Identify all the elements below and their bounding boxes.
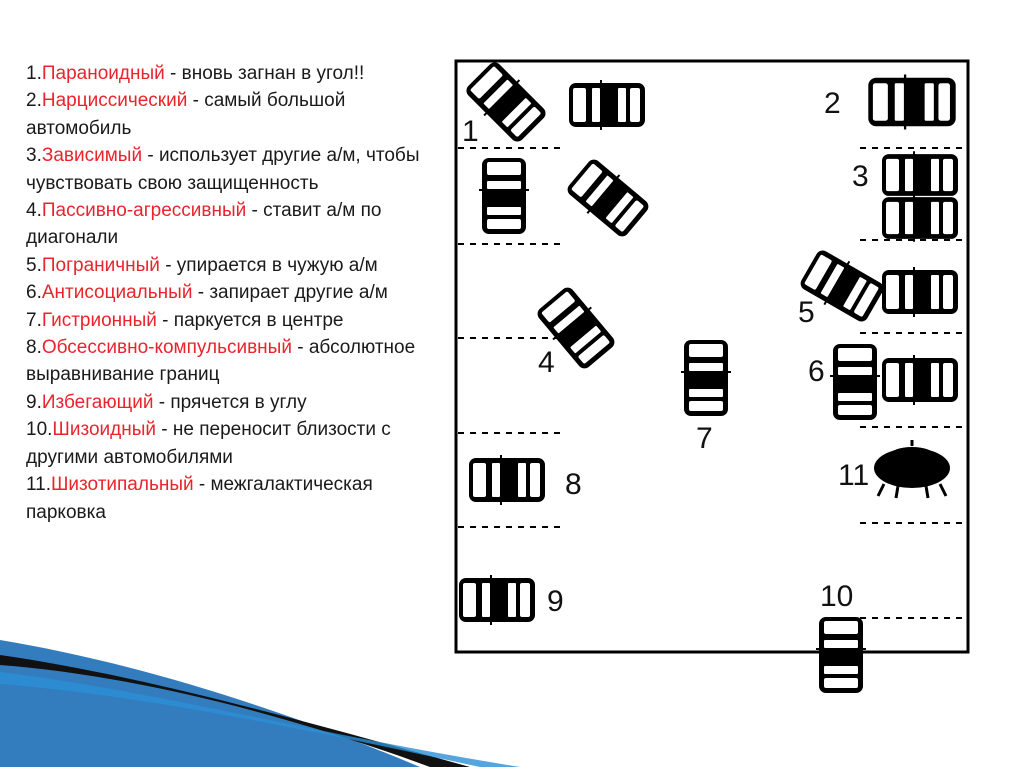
legend-desc: - межгалактическая парковка [26,474,373,523]
legend-item-2: 2.Нарциссический - самый большой автомобиль [26,90,346,139]
legend-desc: - паркуется в центре [156,309,344,331]
legend-term: Шизотипальный [51,474,194,496]
legend-item-7: 7.Гистрионный - паркуется в центре [26,309,344,331]
lot-label-8: 8 [565,468,582,501]
legend-item-4: 4.Пассивно-агрессивный - ставит а/м по диагонали [26,200,382,249]
legend-desc: - самый большой автомобиль [26,90,346,139]
lot-label-5: 5 [798,296,815,329]
legend-desc: - запирает другие а/м [192,282,388,304]
legend-item-10: 10.Шизоидный - не переносит близости с другими автомобилями [26,419,391,468]
legend-desc: - использует другие а/м, чтобы чувствовать свою защищенность [26,145,420,194]
lot-label-7: 7 [696,422,713,455]
legend-term: Шизоидный [52,419,156,441]
legend-item-1: 1.Параноидный - вновь загнан в угол!! [26,63,365,84]
legend-desc: - не переносит близости с другими автомобилями [26,419,391,468]
legend-desc: - вновь загнан в угол!! [164,63,365,84]
legend-item-8: 8.Обсессивно-компульсивный - абсолютное выравнивание границ [26,337,416,386]
lot-label-6: 6 [808,355,825,388]
legend-desc: - прячется в углу [153,391,307,413]
lot-label-10: 10 [820,580,854,613]
legend-term: Обсессивно-компульсивный [41,337,292,359]
legend-desc: - абсолютное выравнивание границ [26,337,416,386]
lot-label-9: 9 [547,585,564,618]
legend-term: Зависимый [41,145,143,167]
legend-desc: - ставит а/м по диагонали [26,200,382,249]
legend-term: Избегающий [41,391,154,413]
lot-label-3: 3 [852,160,869,193]
lot-label-1: 1 [462,115,479,148]
legend-term: Гистрионный [41,309,157,331]
legend-item-5: 5.Пограничный - упирается в чужую а/м [26,254,378,276]
legend-desc: - упирается в чужую а/м [159,254,378,276]
legend-term: Антисоциальный [41,282,193,304]
legend-item-3: 3.Зависимый - использует другие а/м, чтобы чувствовать свою защищенность [26,145,420,194]
lot-label-2: 2 [824,87,841,120]
legend-term: Параноидный [41,63,165,84]
legend-term: Пограничный [41,254,160,276]
legend-term: Нарциссический [41,90,188,112]
legend-item-11: 11.Шизотипальный - межгалактическая парковка [26,474,373,523]
legend-item-9: 9.Избегающий - прячется в углу [26,391,307,413]
lot-label-4: 4 [538,346,555,379]
legend-item-6: 6.Антисоциальный - запирает другие а/м [26,282,388,304]
legend-term: Пассивно-агрессивный [41,200,247,222]
lot-label-11: 11 [838,459,870,492]
